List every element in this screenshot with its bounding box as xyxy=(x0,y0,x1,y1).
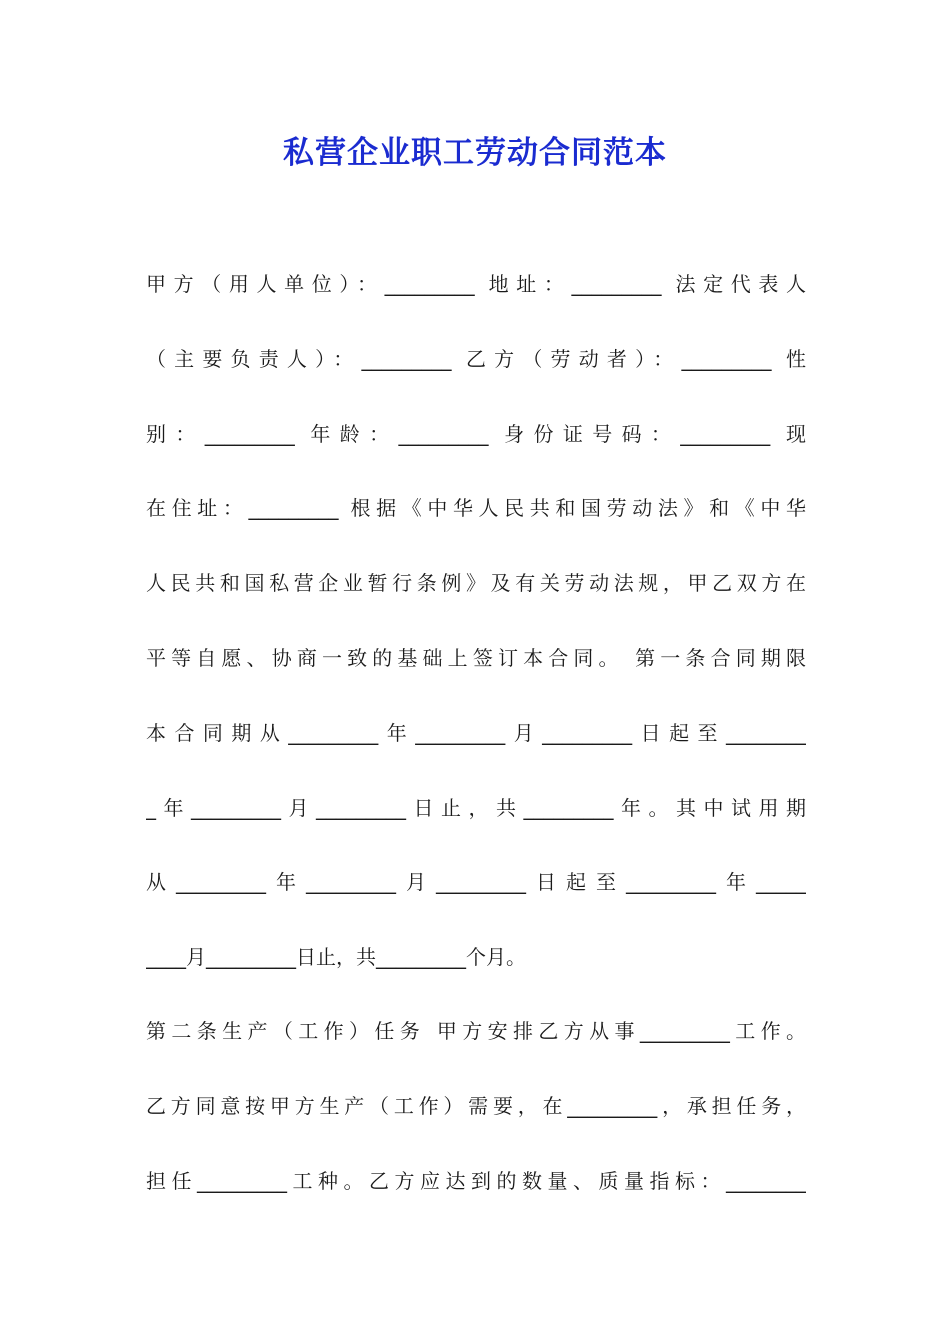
paragraph-line: 本合同期从_________年_________月_________日起至________ xyxy=(146,721,806,745)
paragraph-line: _年_________月_________日止，共_________年。其中试用期 xyxy=(146,796,806,820)
paragraph-line: 别：_________ 年龄：_________ 身份证号码：_________ 现 xyxy=(146,422,806,446)
paragraph-line: 甲方（用人单位）：_________ 地址：_________ 法定代表人 xyxy=(146,272,806,296)
paragraph-line: 担任_________工种。乙方应达到的数量、质量指标：________ xyxy=(146,1169,806,1193)
paragraph-line: （主要负责人）：_________ 乙方（劳动者）：_________ 性 xyxy=(146,347,806,371)
paragraph-line: 从_________年_________月_________日起至_________年_____ xyxy=(146,870,806,894)
paragraph-line: ____月_________日止，共_________个月。 xyxy=(146,945,526,969)
paragraph-line: 第二条生产（工作）任务 甲方安排乙方从事_________工作。 xyxy=(146,1019,806,1043)
paragraph-line: 在住址：_________ 根据《中华人民共和国劳动法》和《中华 xyxy=(146,496,806,520)
document-title: 私营企业职工劳动合同范本 xyxy=(283,135,667,171)
paragraph-line: 乙方同意按甲方生产（工作）需要，在_________，承担任务， xyxy=(146,1094,806,1118)
paragraph-line: 平等自愿、协商一致的基础上签订本合同。 第一条合同期限 xyxy=(146,646,806,670)
paragraph-line: 人民共和国私营企业暂行条例》及有关劳动法规，甲乙双方在 xyxy=(146,571,806,595)
